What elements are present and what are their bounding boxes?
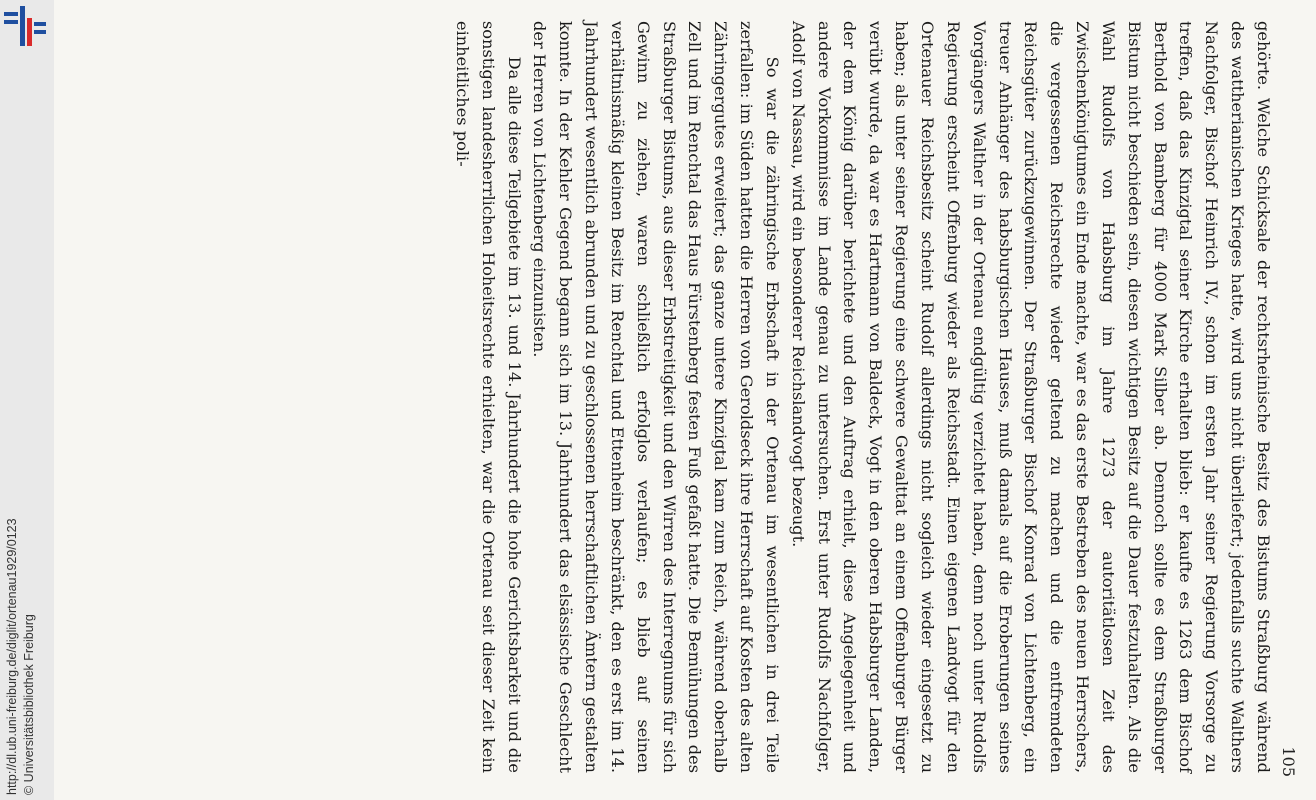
paragraph: Da alle diese Teilgebiete im 13. und 14. Jahrhundert die hohe Gerichtsbarkeit und die sonstigen landesherrlichen Hoheitsrechte erhielten, war die Ortenau seit dieser Zeit kein einheitliches poli- <box>452 21 524 773</box>
page-content <box>228 15 1298 785</box>
credit-copyright: © Universitätsbibliothek Freiburg <box>22 614 36 795</box>
credit-url[interactable]: http://dl.ub.uni-freiburg.de/diglit/ortenau1929/0123 <box>5 518 19 795</box>
page-text <box>449 21 1276 773</box>
page-number: 105 <box>1279 746 1298 777</box>
university-library-logo-icon[interactable] <box>4 6 46 48</box>
page-credit <box>4 415 38 795</box>
scanned-page <box>54 0 1316 800</box>
paragraph: gehörte. Welche Schicksale der rechtsrheinische Besitz des Bistums Straßburg während des wattherianischen Krieges hatte, wird uns nicht überliefert; jedenfalls suchte Walthers Nachfolger, Bischof Heinrich IV., schon im ersten Jahr seiner Regierung Vorsorge zu treffen, daß das Kinzigtal seiner Kirche erhalten blieb: er kaufte es 1263 dem Bischof Berthold von Bamberg für 4000 Mark Silber ab. Dennoch sollte es dem Straßburger Bistum nicht beschieden sein, diesen wichtigen Besitz auf die Dauer festzuhalten. Als die Wahl Rudolfs von Habsburg im Jahre 1273 der autoritätlosen Zeit des Zwischenkönigtumes ein Ende machte, war es das erste Bestreben des neuen Herrschers, die vergessenen Reichsrechte wieder geltend zu machen und die entfremdeten Reichsgüter zurückzugewinnen. Der Straßburger Bischof Konrad von Lichtenberg, ein treuer Anhänger des habsburgischen Hauses, muß damals auf die Eroberungen seines Vorgängers Walther in der Ortenau endgültig verzichtet haben, denn noch unter Rudolfs Regierung erscheint Offenburg wieder als Reichsstadt. Einen eigenen Landvogt für den Ortenauer Reichsbesitz scheint Rudolf allerdings nicht sogleich wieder eingesetzt zu haben; als unter seiner Regierung eine schwere Gewalttat an einem Offenburger Bürger verübt wurde, da war es Hartmann von Baldeck, Vogt in den oberen Habsburger Landen, der dem König darüber berichtete und den Auftrag erhielt, diese Angelegenheit und andere Vorkommnisse im Lande genau zu untersuchen. Erst unter Rudolfs Nachfolger, Adolf von Nassau, wird ein besonderer Reichslandvogt bezeugt. <box>788 21 1273 773</box>
viewer-sidebar <box>0 0 54 800</box>
paragraph: So war die zähringische Erbschaft in der Ortenau im wesentlichen in drei Teile zerfallen: im Süden hatten die Herren von Geroldseck ihre Herrschaft auf Kosten des alten Zähringergutes erweitert; das ganze untere Kinzigtal kam zum Reich, während oberhalb Zell und im Renchtal das Haus Fürstenberg festen Fuß gefaßt hatte. Die Bemühungen des Straßburger Bistums, aus dieser Erbstreitigkeit und den Wirren des Interregnums für sich Gewinn zu ziehen, waren schließlich erfolglos verlaufen; es blieb auf seinen verhältnismäßig kleinen Besitz im Renchtal und Ettenheim beschränkt, den es erst im 14. Jahrhundert wesentlich abrunden und zu geschlossenen herrschaftlichen Ämtern gestalten konnte. In der Kehler Gegend begann sich im 13. Jahrhundert das elsässische Geschlecht der Herren von Lichtenberg einzunisten. <box>530 21 782 773</box>
